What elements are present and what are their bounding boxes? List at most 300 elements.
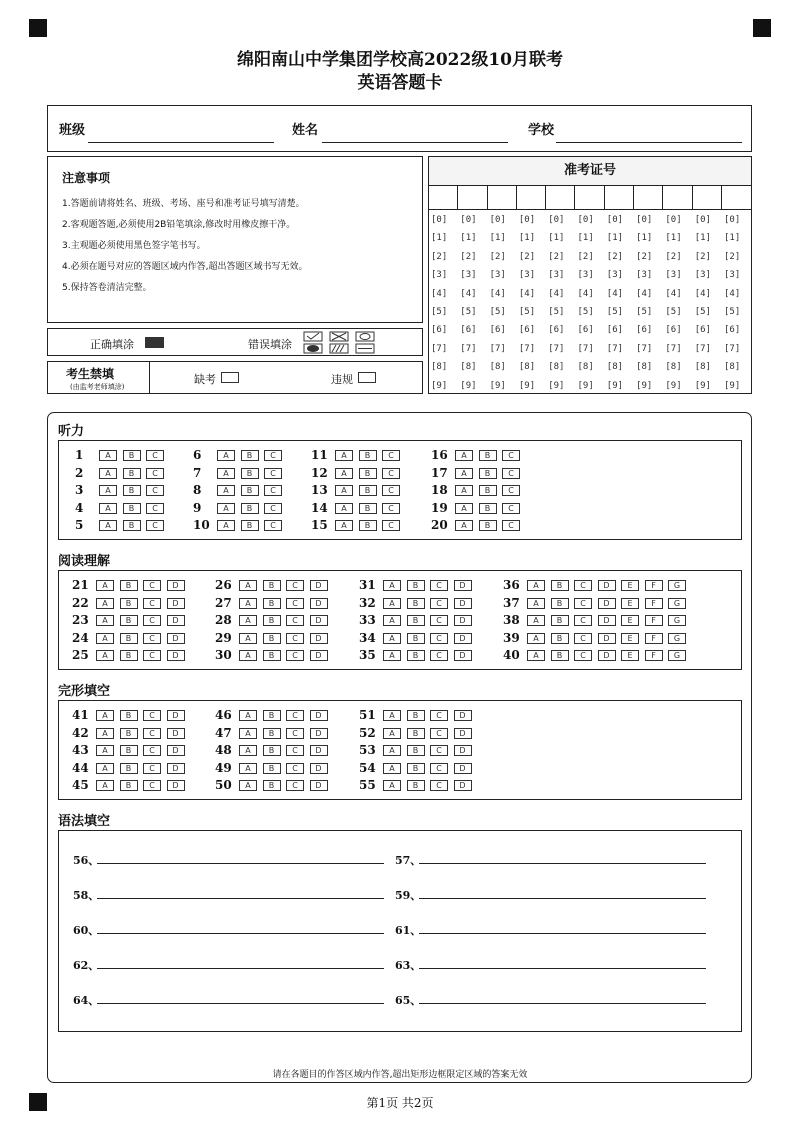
answer-option-c[interactable]: C [574,615,592,626]
admission-digit-bubble[interactable]: [7] [606,343,624,354]
admission-digit-bubble[interactable]: [3] [431,270,448,281]
grammar-answer-line[interactable] [97,933,384,934]
answer-option-c[interactable]: C [143,650,161,661]
admission-digit-bubble[interactable]: [5] [431,307,448,317]
answer-option-a[interactable]: A [335,520,353,531]
answer-option-a[interactable]: A [217,468,235,479]
admission-digit-bubble[interactable]: [8] [606,362,624,373]
answer-option-d[interactable]: D [310,633,328,644]
answer-option-d[interactable]: D [454,710,472,721]
answer-option-g[interactable]: G [668,615,686,626]
admission-digit-bubble[interactable]: [0] [460,215,477,225]
answer-option-b[interactable]: B [407,598,425,609]
answer-option-b[interactable]: B [263,598,281,609]
admission-digit-bubble[interactable]: [5] [694,307,711,317]
grammar-answer-line[interactable] [97,1003,384,1004]
answer-option-a[interactable]: A [239,633,257,644]
violation-box[interactable] [358,372,376,383]
answer-option-b[interactable]: B [359,520,377,531]
admission-digit-bubble[interactable]: [5] [489,307,506,317]
answer-option-b[interactable]: B [479,468,497,479]
answer-option-b[interactable]: B [359,485,377,496]
answer-option-c[interactable]: C [264,485,282,496]
answer-option-c[interactable]: C [574,580,592,591]
admission-digit-bubble[interactable]: [5] [460,307,477,317]
admission-digit-bubble[interactable]: [1] [694,233,711,244]
answer-option-a[interactable]: A [383,615,401,626]
answer-option-c[interactable]: C [143,633,161,644]
admission-digit-bubble[interactable]: [5] [577,307,594,317]
answer-option-d[interactable]: D [310,728,328,739]
admission-digit-bubble[interactable]: [6] [694,325,711,336]
answer-option-d[interactable]: D [598,633,616,644]
answer-option-b[interactable]: B [479,503,497,514]
answer-option-a[interactable]: A [96,650,114,661]
admission-digit-bubble[interactable]: [2] [518,251,536,262]
admission-digit-bubble[interactable]: [8] [665,362,682,373]
answer-option-c[interactable]: C [502,520,520,531]
answer-option-f[interactable]: F [645,598,663,609]
admission-digit-bubble[interactable]: [9] [489,380,506,391]
admission-digit-bubble[interactable]: [9] [724,380,741,391]
admission-digit-bubble[interactable]: [8] [518,362,536,373]
admission-digit-bubble[interactable]: [0] [431,215,448,225]
admission-digit-bubble[interactable]: [2] [577,251,594,262]
answer-option-a[interactable]: A [239,780,257,791]
answer-option-a[interactable]: A [217,503,235,514]
answer-option-d[interactable]: D [598,650,616,661]
admission-digit-bubble[interactable]: [7] [489,343,506,354]
admission-digit-bubble[interactable]: [2] [460,251,477,262]
admission-digit-bubble[interactable]: [7] [724,343,741,354]
answer-option-a[interactable]: A [239,763,257,774]
answer-option-a[interactable]: A [96,763,114,774]
answer-option-a[interactable]: A [527,650,545,661]
answer-option-b[interactable]: B [551,650,569,661]
answer-option-b[interactable]: B [479,485,497,496]
answer-option-b[interactable]: B [263,580,281,591]
answer-option-c[interactable]: C [146,520,164,531]
answer-option-d[interactable]: D [167,780,185,791]
answer-option-c[interactable]: C [264,468,282,479]
answer-option-b[interactable]: B [407,615,425,626]
absent-box[interactable] [221,372,239,383]
answer-option-a[interactable]: A [383,728,401,739]
admission-digit-bubble[interactable]: [3] [518,270,536,281]
admission-digit-bubble[interactable]: [4] [724,288,741,299]
admission-digit-bubble[interactable]: [0] [548,215,565,225]
admission-digit-bubble[interactable]: [5] [548,307,565,317]
admission-digit-bubble[interactable]: [9] [665,380,682,391]
answer-option-c[interactable]: C [143,580,161,591]
answer-option-a[interactable]: A [99,485,117,496]
admission-digit-cell[interactable] [458,185,487,209]
admission-digit-bubble[interactable]: [2] [606,251,624,262]
admission-digit-bubble[interactable]: [9] [431,380,448,391]
answer-option-b[interactable]: B [263,615,281,626]
answer-option-a[interactable]: A [455,468,473,479]
admission-digit-bubble[interactable]: [1] [606,233,624,244]
answer-option-a[interactable]: A [239,615,257,626]
answer-option-g[interactable]: G [668,633,686,644]
admission-digit-bubble[interactable]: [6] [606,325,624,336]
grammar-answer-line[interactable] [97,898,384,899]
answer-option-b[interactable]: B [551,633,569,644]
admission-digit-bubble[interactable]: [6] [665,325,682,336]
grammar-answer-line[interactable] [419,968,706,969]
admission-digit-bubble[interactable]: [0] [606,215,624,225]
answer-option-b[interactable]: B [551,580,569,591]
admission-digit-bubble[interactable]: [9] [636,380,653,391]
answer-option-a[interactable]: A [455,485,473,496]
admission-digit-bubble[interactable]: [7] [518,343,536,354]
answer-option-a[interactable]: A [383,598,401,609]
answer-option-a[interactable]: A [527,615,545,626]
answer-option-c[interactable]: C [382,520,400,531]
answer-option-b[interactable]: B [551,615,569,626]
answer-option-d[interactable]: D [598,580,616,591]
answer-option-c[interactable]: C [430,763,448,774]
answer-option-c[interactable]: C [382,485,400,496]
answer-option-e[interactable]: E [621,598,639,609]
answer-option-d[interactable]: D [598,598,616,609]
admission-digit-cell[interactable] [693,185,722,209]
admission-digit-bubble[interactable]: [8] [489,362,506,373]
admission-digit-bubble[interactable]: [3] [548,270,565,281]
answer-option-d[interactable]: D [310,615,328,626]
admission-digit-bubble[interactable]: [8] [694,362,711,373]
answer-option-a[interactable]: A [383,650,401,661]
answer-option-c[interactable]: C [502,503,520,514]
answer-option-a[interactable]: A [455,503,473,514]
answer-option-b[interactable]: B [551,598,569,609]
answer-option-c[interactable]: C [286,580,304,591]
admission-digit-bubble[interactable]: [2] [548,251,565,262]
answer-option-b[interactable]: B [241,485,259,496]
admission-digit-bubble[interactable]: [1] [636,233,653,244]
grammar-answer-line[interactable] [97,863,384,864]
answer-option-a[interactable]: A [96,745,114,756]
answer-option-a[interactable]: A [217,450,235,461]
answer-option-a[interactable]: A [335,503,353,514]
answer-option-a[interactable]: A [96,598,114,609]
admission-digit-bubble[interactable]: [1] [665,233,682,244]
answer-option-c[interactable]: C [430,633,448,644]
admission-digit-bubble[interactable]: [4] [694,288,711,299]
answer-option-b[interactable]: B [479,450,497,461]
answer-option-a[interactable]: A [335,485,353,496]
answer-option-a[interactable]: A [96,780,114,791]
admission-digit-bubble[interactable]: [5] [636,307,653,317]
admission-digit-bubble[interactable]: [3] [460,270,477,281]
answer-option-b[interactable]: B [407,580,425,591]
admission-digit-bubble[interactable]: [6] [724,325,741,336]
answer-option-d[interactable]: D [454,650,472,661]
answer-option-c[interactable]: C [574,633,592,644]
answer-option-b[interactable]: B [263,728,281,739]
answer-option-g[interactable]: G [668,580,686,591]
answer-option-c[interactable]: C [382,450,400,461]
admission-digit-bubble[interactable]: [3] [606,270,624,281]
answer-option-b[interactable]: B [120,780,138,791]
answer-option-a[interactable]: A [383,763,401,774]
admission-digit-bubble[interactable]: [4] [577,288,594,299]
admission-digit-bubble[interactable]: [6] [460,325,477,336]
answer-option-c[interactable]: C [502,468,520,479]
answer-option-f[interactable]: F [645,615,663,626]
answer-option-b[interactable]: B [120,615,138,626]
grammar-answer-line[interactable] [419,1003,706,1004]
answer-option-a[interactable]: A [96,710,114,721]
grammar-answer-line[interactable] [419,863,706,864]
answer-option-c[interactable]: C [146,503,164,514]
admission-digit-bubble[interactable]: [4] [460,288,477,299]
grammar-answer-line[interactable] [419,898,706,899]
answer-option-e[interactable]: E [621,633,639,644]
answer-option-b[interactable]: B [120,598,138,609]
admission-digit-bubble[interactable]: [3] [694,270,711,281]
answer-option-d[interactable]: D [167,598,185,609]
answer-option-d[interactable]: D [167,710,185,721]
answer-option-c[interactable]: C [502,485,520,496]
answer-option-c[interactable]: C [264,520,282,531]
answer-option-c[interactable]: C [264,503,282,514]
answer-option-c[interactable]: C [286,598,304,609]
answer-option-c[interactable]: C [143,710,161,721]
answer-option-a[interactable]: A [527,598,545,609]
admission-digit-bubble[interactable]: [9] [606,380,624,391]
answer-option-d[interactable]: D [167,763,185,774]
admission-digit-bubble[interactable]: [9] [577,380,594,391]
answer-option-c[interactable]: C [143,598,161,609]
admission-digit-bubble[interactable]: [8] [548,362,565,373]
answer-option-a[interactable]: A [239,580,257,591]
answer-option-c[interactable]: C [382,468,400,479]
answer-option-a[interactable]: A [99,503,117,514]
answer-option-c[interactable]: C [146,450,164,461]
answer-option-b[interactable]: B [241,503,259,514]
answer-option-c[interactable]: C [382,503,400,514]
admission-digit-bubble[interactable]: [9] [518,380,536,391]
answer-option-b[interactable]: B [120,745,138,756]
admission-digit-bubble[interactable]: [6] [489,325,506,336]
answer-option-d[interactable]: D [454,745,472,756]
admission-digit-bubble[interactable]: [3] [577,270,594,281]
answer-option-e[interactable]: E [621,580,639,591]
answer-option-d[interactable]: D [454,633,472,644]
answer-option-c[interactable]: C [286,633,304,644]
admission-digit-cell[interactable] [546,185,575,209]
answer-option-d[interactable]: D [310,745,328,756]
answer-option-b[interactable]: B [407,728,425,739]
answer-option-a[interactable]: A [383,745,401,756]
answer-option-b[interactable]: B [120,763,138,774]
answer-option-f[interactable]: F [645,633,663,644]
admission-digit-bubble[interactable]: [6] [518,325,536,336]
answer-option-c[interactable]: C [430,780,448,791]
admission-digit-bubble[interactable]: [5] [518,307,536,317]
answer-option-a[interactable]: A [383,780,401,791]
admission-digit-cell[interactable] [488,185,517,209]
answer-option-d[interactable]: D [310,710,328,721]
answer-option-c[interactable]: C [574,650,592,661]
admission-digit-bubble[interactable]: [2] [724,251,741,262]
admission-digit-bubble[interactable]: [1] [577,233,594,244]
admission-digit-bubble[interactable]: [1] [724,233,741,244]
answer-option-d[interactable]: D [454,763,472,774]
answer-option-b[interactable]: B [120,728,138,739]
answer-option-b[interactable]: B [120,580,138,591]
answer-option-b[interactable]: B [123,485,141,496]
answer-option-a[interactable]: A [383,710,401,721]
answer-option-c[interactable]: C [430,580,448,591]
answer-option-b[interactable]: B [123,450,141,461]
admission-digit-bubble[interactable]: [2] [665,251,682,262]
answer-option-b[interactable]: B [120,650,138,661]
admission-digit-bubble[interactable]: [9] [460,380,477,391]
answer-option-b[interactable]: B [123,520,141,531]
answer-option-d[interactable]: D [454,728,472,739]
admission-digit-bubble[interactable]: [7] [577,343,594,354]
admission-digit-bubble[interactable]: [4] [665,288,682,299]
admission-digit-bubble[interactable]: [3] [724,270,741,281]
admission-digit-bubble[interactable]: [3] [636,270,653,281]
admission-digit-bubble[interactable]: [7] [694,343,711,354]
answer-option-c[interactable]: C [430,710,448,721]
answer-option-d[interactable]: D [167,580,185,591]
answer-option-a[interactable]: A [455,450,473,461]
admission-digit-bubble[interactable]: [7] [548,343,565,354]
answer-option-c[interactable]: C [286,780,304,791]
answer-option-c[interactable]: C [502,450,520,461]
answer-option-b[interactable]: B [407,650,425,661]
answer-option-c[interactable]: C [146,485,164,496]
answer-option-c[interactable]: C [430,745,448,756]
answer-option-b[interactable]: B [263,650,281,661]
admission-digit-bubble[interactable]: [5] [724,307,741,317]
admission-digit-bubble[interactable]: [0] [518,215,536,225]
admission-digit-bubble[interactable]: [1] [431,233,448,244]
admission-digit-bubble[interactable]: [6] [577,325,594,336]
answer-option-a[interactable]: A [239,598,257,609]
answer-option-a[interactable]: A [96,728,114,739]
admission-digit-bubble[interactable]: [6] [548,325,565,336]
grammar-answer-line[interactable] [419,933,706,934]
answer-option-a[interactable]: A [96,580,114,591]
admission-digit-bubble[interactable]: [4] [431,288,448,299]
admission-digit-bubble[interactable]: [2] [431,251,448,262]
admission-digit-cell[interactable] [605,185,634,209]
admission-digit-bubble[interactable]: [7] [460,343,477,354]
admission-digit-cell[interactable] [517,185,546,209]
admission-digit-bubble[interactable]: [8] [431,362,448,373]
admission-digit-bubble[interactable]: [7] [431,343,448,354]
answer-option-d[interactable]: D [310,763,328,774]
answer-option-b[interactable]: B [241,450,259,461]
answer-option-a[interactable]: A [527,580,545,591]
answer-option-a[interactable]: A [99,468,117,479]
admission-digit-bubble[interactable]: [0] [724,215,741,225]
answer-option-b[interactable]: B [407,633,425,644]
answer-option-c[interactable]: C [143,763,161,774]
answer-option-a[interactable]: A [99,450,117,461]
admission-digit-bubble[interactable]: [0] [577,215,594,225]
answer-option-c[interactable]: C [264,450,282,461]
answer-option-b[interactable]: B [263,633,281,644]
answer-option-c[interactable]: C [430,615,448,626]
admission-digit-cell[interactable] [663,185,692,209]
answer-option-d[interactable]: D [310,598,328,609]
answer-option-b[interactable]: B [359,468,377,479]
answer-option-a[interactable]: A [99,520,117,531]
answer-option-g[interactable]: G [668,650,686,661]
answer-option-d[interactable]: D [454,780,472,791]
admission-digit-bubble[interactable]: [5] [606,307,624,317]
answer-option-d[interactable]: D [454,580,472,591]
answer-option-c[interactable]: C [430,650,448,661]
name-field[interactable] [322,142,508,143]
answer-option-a[interactable]: A [239,728,257,739]
answer-option-d[interactable]: D [310,780,328,791]
answer-option-b[interactable]: B [407,780,425,791]
admission-digit-bubble[interactable]: [0] [636,215,653,225]
admission-digit-bubble[interactable]: [1] [518,233,536,244]
admission-digit-bubble[interactable]: [2] [694,251,711,262]
answer-option-d[interactable]: D [310,580,328,591]
answer-option-d[interactable]: D [167,728,185,739]
answer-option-a[interactable]: A [217,485,235,496]
answer-option-b[interactable]: B [479,520,497,531]
answer-option-c[interactable]: C [286,728,304,739]
admission-digit-bubble[interactable]: [4] [548,288,565,299]
answer-option-b[interactable]: B [263,763,281,774]
admission-digit-bubble[interactable]: [2] [636,251,653,262]
answer-option-c[interactable]: C [286,615,304,626]
answer-option-c[interactable]: C [143,615,161,626]
admission-digit-bubble[interactable]: [3] [665,270,682,281]
admission-digit-bubble[interactable]: [4] [636,288,653,299]
answer-option-b[interactable]: B [263,745,281,756]
answer-option-b[interactable]: B [359,450,377,461]
answer-option-b[interactable]: B [407,763,425,774]
answer-option-b[interactable]: B [241,520,259,531]
answer-option-c[interactable]: C [286,763,304,774]
admission-digit-bubble[interactable]: [8] [636,362,653,373]
answer-option-b[interactable]: B [241,468,259,479]
admission-digit-bubble[interactable]: [7] [665,343,682,354]
admission-digit-bubble[interactable]: [8] [460,362,477,373]
admission-digit-bubble[interactable]: [8] [577,362,594,373]
answer-option-c[interactable]: C [430,598,448,609]
answer-option-c[interactable]: C [146,468,164,479]
answer-option-a[interactable]: A [383,580,401,591]
answer-option-c[interactable]: C [286,745,304,756]
admission-digit-bubble[interactable]: [0] [665,215,682,225]
answer-option-c[interactable]: C [143,745,161,756]
answer-option-a[interactable]: A [96,633,114,644]
answer-option-a[interactable]: A [527,633,545,644]
answer-option-b[interactable]: B [263,780,281,791]
class-field[interactable] [88,142,274,143]
admission-digit-cell[interactable] [634,185,663,209]
answer-option-d[interactable]: D [310,650,328,661]
admission-digit-bubble[interactable]: [0] [694,215,711,225]
admission-digit-bubble[interactable]: [7] [636,343,653,354]
admission-digit-cell[interactable] [429,185,458,209]
answer-option-a[interactable]: A [383,633,401,644]
answer-option-c[interactable]: C [143,728,161,739]
answer-option-c[interactable]: C [286,650,304,661]
